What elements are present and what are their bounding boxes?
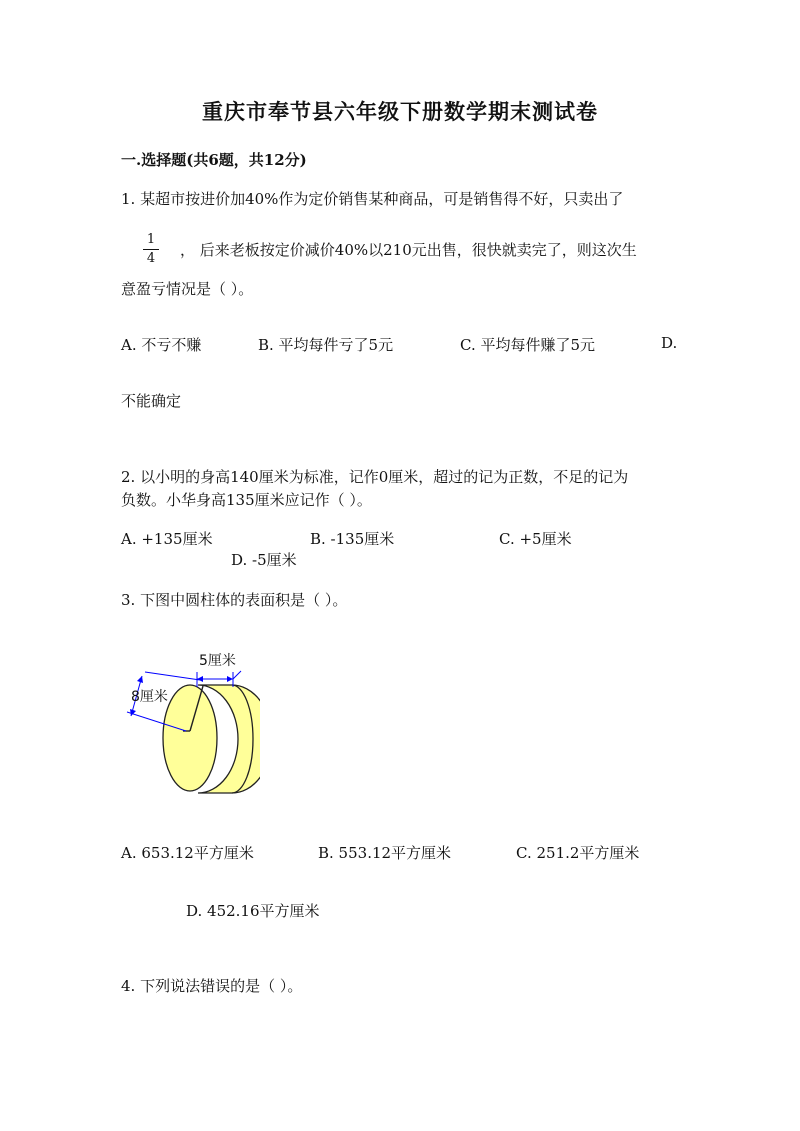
q3-option-a[interactable]: A. 653.12平方厘米 <box>121 844 254 862</box>
q1-option-b[interactable]: B. 平均每件亏了5元 <box>258 336 394 354</box>
q2-option-d[interactable]: D. -5厘米 <box>231 551 297 569</box>
q1-option-c[interactable]: C. 平均每件赚了5元 <box>460 336 596 354</box>
q2-option-b[interactable]: B. -135厘米 <box>310 530 395 548</box>
q1-stem-line2: ， 后来老板按定价减价40%以210元出售，很快就卖完了，则这次生 <box>180 241 637 259</box>
q3-stem: 3. 下图中圆柱体的表面积是（ ）。 <box>121 591 348 609</box>
page-title: 重庆市奉节县六年级下册数学期末测试卷 <box>202 99 598 124</box>
height-leader <box>233 671 241 679</box>
q4-stem: 4. 下列说法错误的是（ ）。 <box>121 977 303 995</box>
arrow-head-left <box>197 676 203 682</box>
q3-option-c[interactable]: C. 251.2平方厘米 <box>516 844 640 862</box>
q1-fraction <box>143 232 159 267</box>
q2-option-a[interactable]: A. +135厘米 <box>121 530 213 548</box>
q1-stem-line3: 意盈亏情况是（ ）。 <box>121 280 254 298</box>
q3-option-d[interactable]: D. 452.16平方厘米 <box>186 902 320 920</box>
cylinder-front-face <box>163 685 217 791</box>
q1-stem-line1: 1. 某超市按进价加40%作为定价销售某种商品，可是销售得不好，只卖出了 <box>121 190 624 208</box>
section-heading: 一.选择题(共6题，共12分) <box>121 151 307 169</box>
q1-option-a[interactable]: A. 不亏不赚 <box>121 336 202 354</box>
q2-option-c[interactable]: C. +5厘米 <box>499 530 572 548</box>
q3-option-b[interactable]: B. 553.12平方厘米 <box>318 844 452 862</box>
q1-option-d-text: 不能确定 <box>121 392 182 410</box>
q1-fraction-denominator: 4 <box>146 251 156 266</box>
diameter-ext-top <box>145 672 200 680</box>
cylinder-figure <box>120 645 260 795</box>
q1-fraction-numerator: 1 <box>146 232 156 247</box>
q1-option-d[interactable]: D. <box>661 334 678 352</box>
fraction-bar <box>143 249 159 250</box>
arrow-head-right <box>227 676 233 682</box>
diameter-label: 8厘米 <box>131 689 168 705</box>
q2-stem-line2: 负数。小华身高135厘米应记作（ ）。 <box>121 491 372 509</box>
arrow-head-top <box>137 676 143 683</box>
q2-stem-line1: 2. 以小明的身高140厘米为标准，记作0厘米，超过的记为正数，不足的记为 <box>121 468 629 486</box>
height-label: 5厘米 <box>199 653 236 669</box>
